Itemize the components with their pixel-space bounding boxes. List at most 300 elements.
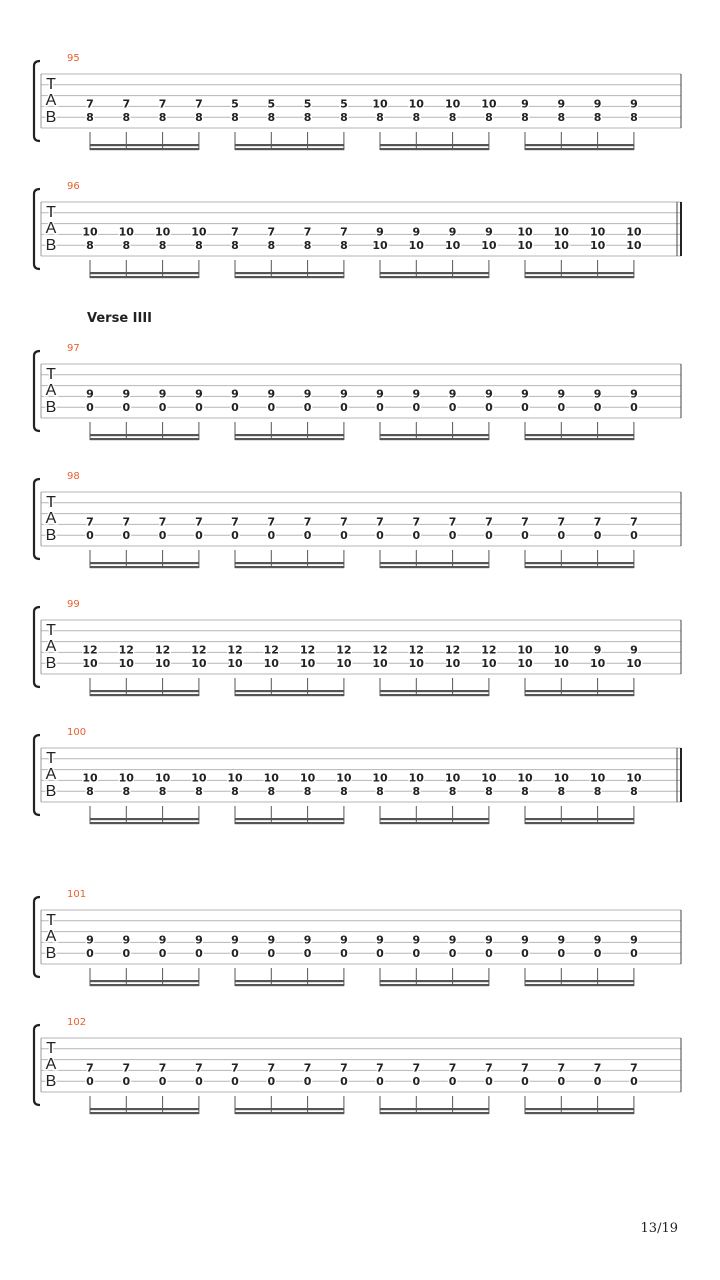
beam (525, 818, 634, 820)
tab-clef-letter: B (45, 655, 57, 672)
beam (90, 690, 199, 692)
tab-clef-letter: B (45, 527, 57, 544)
beam (90, 276, 199, 278)
fret-number: 10 (589, 657, 606, 671)
beam (525, 276, 634, 278)
fret-number: 10 (517, 225, 533, 239)
fret-number: 10 (444, 657, 461, 671)
fret-number: 10 (553, 643, 569, 657)
fret-number: 10 (263, 657, 279, 671)
tab-clef-letter: T (46, 366, 56, 383)
fret-number: 12 (299, 643, 316, 657)
fret-number: 7 (195, 97, 203, 111)
fret-number: 0 (195, 529, 203, 543)
fret-number: 5 (303, 97, 312, 111)
fret-number: 0 (448, 529, 457, 543)
fret-number: 9 (630, 97, 638, 111)
fret-number: 12 (336, 643, 352, 657)
beam (235, 1112, 344, 1114)
fret-number: 9 (195, 387, 203, 401)
beam (525, 984, 634, 986)
page-number: 13/19 (640, 1221, 678, 1236)
fret-number: 10 (626, 657, 642, 671)
fret-number: 9 (593, 933, 602, 947)
fret-number: 9 (303, 933, 312, 947)
fret-number: 8 (340, 785, 348, 799)
fret-number: 12 (191, 643, 207, 657)
tab-clef-letter: T (46, 1040, 56, 1057)
fret-number: 12 (227, 643, 243, 657)
beam (90, 694, 199, 696)
fret-number: 10 (444, 239, 461, 253)
fret-number: 0 (376, 1075, 384, 1089)
fret-number: 8 (521, 785, 529, 799)
fret-number: 10 (553, 657, 569, 671)
fret-number: 0 (231, 529, 239, 543)
beam (235, 272, 344, 274)
fret-number: 0 (376, 401, 384, 415)
tab-clef-letter: T (46, 204, 56, 221)
fret-number: 8 (195, 111, 203, 125)
fret-number: 0 (303, 1075, 312, 1089)
tab-clef-letter: A (45, 766, 57, 783)
beam (90, 438, 199, 440)
beam (525, 980, 634, 982)
fret-number: 10 (372, 657, 388, 671)
tab-clef-letter: T (46, 622, 56, 639)
fret-number: 8 (340, 111, 348, 125)
tab-clef-letter: B (45, 399, 57, 416)
fret-number: 8 (376, 785, 384, 799)
fret-number: 12 (118, 643, 134, 657)
fret-number: 10 (444, 771, 461, 785)
beam (235, 562, 344, 564)
fret-number: 12 (372, 643, 388, 657)
fret-number: 12 (154, 643, 171, 657)
system-bracket (34, 897, 40, 977)
beam (90, 566, 199, 568)
beam (235, 438, 344, 440)
fret-number: 7 (231, 1061, 239, 1075)
beam (525, 562, 634, 564)
fret-number: 7 (231, 515, 239, 529)
fret-number: 10 (517, 657, 533, 671)
fret-number: 7 (412, 515, 421, 529)
fret-number: 8 (303, 239, 312, 253)
fret-number: 10 (553, 771, 569, 785)
fret-number: 10 (517, 643, 533, 657)
fret-number: 8 (231, 239, 239, 253)
fret-number: 0 (630, 1075, 638, 1089)
fret-number: 10 (589, 239, 606, 253)
fret-number: 10 (481, 97, 497, 111)
fret-number: 0 (593, 529, 602, 543)
fret-number: 10 (118, 657, 134, 671)
fret-number: 8 (303, 785, 312, 799)
fret-number: 0 (231, 401, 239, 415)
fret-number: 8 (267, 111, 276, 125)
fret-number: 9 (521, 387, 529, 401)
beam (380, 144, 489, 146)
tab-clef-letter: B (45, 237, 57, 254)
fret-number: 0 (340, 401, 348, 415)
beam (380, 562, 489, 564)
tab-clef-letter: A (45, 1056, 57, 1073)
fret-number: 10 (227, 657, 243, 671)
fret-number: 7 (376, 1061, 384, 1075)
fret-number: 10 (118, 225, 134, 239)
beam (380, 694, 489, 696)
fret-number: 10 (336, 657, 352, 671)
beam (235, 276, 344, 278)
fret-number: 9 (448, 933, 457, 947)
tab-clef-letter: A (45, 638, 57, 655)
fret-number: 0 (86, 1075, 94, 1089)
fret-number: 0 (448, 947, 457, 961)
fret-number: 10 (154, 771, 171, 785)
beam (525, 148, 634, 150)
beam (90, 434, 199, 436)
fret-number: 0 (267, 947, 276, 961)
beam (380, 148, 489, 150)
fret-number: 9 (303, 387, 312, 401)
fret-number: 8 (86, 785, 94, 799)
fret-number: 9 (557, 387, 566, 401)
fret-number: 7 (195, 515, 203, 529)
fret-number: 0 (158, 529, 167, 543)
fret-number: 10 (481, 657, 497, 671)
fret-number: 8 (122, 239, 131, 253)
fret-number: 10 (408, 771, 424, 785)
fret-number: 9 (376, 225, 384, 239)
fret-number: 7 (158, 1061, 167, 1075)
fret-number: 7 (122, 1061, 131, 1075)
fret-number: 12 (481, 643, 497, 657)
fret-number: 10 (372, 771, 388, 785)
fret-number: 9 (448, 387, 457, 401)
fret-number: 10 (589, 771, 606, 785)
fret-number: 7 (195, 1061, 203, 1075)
fret-number: 0 (195, 947, 203, 961)
system-bracket (34, 351, 40, 431)
fret-number: 10 (299, 771, 316, 785)
measure-number: 98 (67, 471, 80, 482)
fret-number: 10 (263, 771, 279, 785)
fret-number: 0 (195, 1075, 203, 1089)
fret-number: 0 (122, 947, 131, 961)
fret-number: 10 (553, 239, 569, 253)
fret-number: 9 (593, 97, 602, 111)
fret-number: 10 (408, 97, 424, 111)
fret-number: 10 (626, 771, 642, 785)
beam (90, 148, 199, 150)
fret-number: 7 (448, 1061, 457, 1075)
fret-number: 7 (303, 1061, 312, 1075)
beam (380, 984, 489, 986)
system-bracket (34, 1025, 40, 1105)
fret-number: 10 (154, 657, 171, 671)
fret-number: 8 (267, 785, 276, 799)
fret-number: 8 (630, 785, 638, 799)
measure-number: 96 (67, 181, 80, 192)
fret-number: 10 (227, 771, 243, 785)
tab-clef-letter: T (46, 76, 56, 93)
beam (380, 822, 489, 824)
fret-number: 0 (231, 947, 239, 961)
fret-number: 9 (376, 387, 384, 401)
fret-number: 10 (481, 239, 497, 253)
fret-number: 7 (267, 225, 276, 239)
fret-number: 0 (485, 1075, 493, 1089)
beam (235, 690, 344, 692)
fret-number: 8 (231, 785, 239, 799)
fret-number: 8 (593, 111, 602, 125)
beam (235, 818, 344, 820)
fret-number: 0 (593, 401, 602, 415)
fret-number: 10 (626, 225, 642, 239)
fret-number: 8 (557, 111, 566, 125)
beam (90, 562, 199, 564)
beam (525, 822, 634, 824)
fret-number: 8 (86, 239, 94, 253)
fret-number: 10 (82, 225, 98, 239)
fret-number: 0 (122, 401, 131, 415)
beam (235, 1108, 344, 1110)
fret-number: 9 (630, 643, 638, 657)
beam (525, 438, 634, 440)
fret-number: 9 (158, 387, 167, 401)
fret-number: 8 (521, 111, 529, 125)
fret-number: 9 (231, 933, 239, 947)
fret-number: 8 (195, 785, 203, 799)
fret-number: 0 (303, 947, 312, 961)
fret-number: 10 (626, 239, 642, 253)
beam (235, 566, 344, 568)
beam (380, 276, 489, 278)
beam (525, 434, 634, 436)
fret-number: 10 (481, 771, 497, 785)
fret-number: 8 (231, 111, 239, 125)
beam (525, 694, 634, 696)
fret-number: 8 (593, 785, 602, 799)
fret-number: 5 (340, 97, 348, 111)
beam (90, 822, 199, 824)
fret-number: 0 (557, 947, 566, 961)
tab-clef-letter: A (45, 510, 57, 527)
fret-number: 0 (630, 947, 638, 961)
fret-number: 0 (412, 529, 421, 543)
fret-number: 8 (158, 239, 167, 253)
fret-number: 9 (557, 933, 566, 947)
fret-number: 7 (158, 515, 167, 529)
fret-number: 7 (630, 515, 638, 529)
tab-clef-letter: T (46, 750, 56, 767)
fret-number: 0 (376, 529, 384, 543)
fret-number: 9 (521, 97, 529, 111)
measure-number: 100 (67, 727, 87, 738)
fret-number: 0 (303, 401, 312, 415)
fret-number: 7 (485, 1061, 493, 1075)
fret-number: 8 (158, 111, 167, 125)
fret-number: 12 (263, 643, 279, 657)
beam (380, 1108, 489, 1110)
fret-number: 0 (521, 947, 529, 961)
fret-number: 10 (82, 771, 98, 785)
fret-number: 0 (267, 401, 276, 415)
fret-number: 9 (557, 97, 566, 111)
fret-number: 0 (593, 947, 602, 961)
measure-number: 101 (67, 889, 87, 900)
beam (235, 434, 344, 436)
system-bracket (34, 607, 40, 687)
fret-number: 0 (448, 1075, 457, 1089)
fret-number: 10 (553, 225, 569, 239)
tab-clef-letter: A (45, 928, 57, 945)
fret-number: 7 (158, 97, 167, 111)
fret-number: 9 (122, 933, 131, 947)
fret-number: 10 (191, 657, 207, 671)
fret-number: 8 (485, 785, 493, 799)
tab-clef-letter: T (46, 494, 56, 511)
fret-number: 0 (158, 947, 167, 961)
fret-number: 0 (412, 1075, 421, 1089)
beam (90, 1108, 199, 1110)
beam (380, 438, 489, 440)
beam (380, 980, 489, 982)
fret-number: 7 (557, 515, 566, 529)
fret-number: 8 (448, 785, 457, 799)
fret-number: 8 (122, 111, 131, 125)
fret-number: 7 (231, 225, 239, 239)
fret-number: 12 (82, 643, 98, 657)
beam (380, 1112, 489, 1114)
measure-number: 95 (67, 53, 80, 64)
fret-number: 7 (593, 515, 602, 529)
beam (90, 272, 199, 274)
tab-clef-letter: A (45, 92, 57, 109)
fret-number: 7 (86, 97, 94, 111)
fret-number: 10 (372, 97, 388, 111)
fret-number: 8 (158, 785, 167, 799)
fret-number: 0 (158, 401, 167, 415)
fret-number: 9 (485, 933, 493, 947)
fret-number: 9 (231, 387, 239, 401)
fret-number: 8 (376, 111, 384, 125)
tab-clef-letter: B (45, 783, 57, 800)
fret-number: 10 (408, 657, 424, 671)
fret-number: 0 (195, 401, 203, 415)
beam (235, 822, 344, 824)
fret-number: 0 (485, 947, 493, 961)
fret-number: 0 (593, 1075, 602, 1089)
fret-number: 7 (630, 1061, 638, 1075)
fret-number: 8 (340, 239, 348, 253)
fret-number: 10 (191, 225, 207, 239)
fret-number: 9 (122, 387, 131, 401)
fret-number: 0 (376, 947, 384, 961)
fret-number: 7 (86, 515, 94, 529)
beam (380, 818, 489, 820)
fret-number: 7 (122, 515, 131, 529)
fret-number: 9 (267, 933, 276, 947)
fret-number: 0 (557, 1075, 566, 1089)
fret-number: 10 (589, 225, 606, 239)
fret-number: 9 (630, 933, 638, 947)
beam (90, 1112, 199, 1114)
fret-number: 0 (521, 1075, 529, 1089)
beam (235, 980, 344, 982)
fret-number: 9 (86, 387, 94, 401)
fret-number: 7 (267, 515, 276, 529)
beam (235, 694, 344, 696)
tab-clef-letter: B (45, 1073, 57, 1090)
fret-number: 9 (448, 225, 457, 239)
tab-clef-letter: B (45, 109, 57, 126)
section-label: Verse IIII (87, 311, 153, 326)
fret-number: 0 (303, 529, 312, 543)
fret-number: 8 (630, 111, 638, 125)
beam (90, 818, 199, 820)
measure-number: 102 (67, 1017, 87, 1028)
tab-clef-letter: A (45, 382, 57, 399)
fret-number: 0 (86, 401, 94, 415)
fret-number: 10 (372, 239, 388, 253)
tab-clef-letter: T (46, 912, 56, 929)
fret-number: 8 (485, 111, 493, 125)
fret-number: 9 (86, 933, 94, 947)
fret-number: 10 (517, 771, 533, 785)
fret-number: 9 (521, 933, 529, 947)
fret-number: 12 (408, 643, 424, 657)
fret-number: 7 (521, 515, 529, 529)
beam (380, 566, 489, 568)
fret-number: 10 (299, 657, 316, 671)
fret-number: 9 (340, 387, 348, 401)
beam (380, 272, 489, 274)
fret-number: 9 (485, 387, 493, 401)
beam (525, 272, 634, 274)
fret-number: 8 (412, 111, 421, 125)
fret-number: 8 (122, 785, 131, 799)
fret-number: 0 (557, 401, 566, 415)
beam (525, 144, 634, 146)
fret-number: 0 (267, 1075, 276, 1089)
fret-number: 0 (340, 947, 348, 961)
fret-number: 0 (485, 529, 493, 543)
beam (380, 434, 489, 436)
fret-number: 0 (158, 1075, 167, 1089)
fret-number: 10 (408, 239, 424, 253)
fret-number: 9 (593, 387, 602, 401)
fret-number: 9 (412, 387, 421, 401)
beam (525, 566, 634, 568)
fret-number: 0 (122, 1075, 131, 1089)
beam (235, 144, 344, 146)
fret-number: 7 (376, 515, 384, 529)
beam (235, 984, 344, 986)
fret-number: 7 (557, 1061, 566, 1075)
fret-number: 0 (340, 529, 348, 543)
beam (90, 984, 199, 986)
beam (90, 980, 199, 982)
system-bracket (34, 189, 40, 269)
fret-number: 7 (340, 1061, 348, 1075)
fret-number: 0 (630, 401, 638, 415)
fret-number: 0 (267, 529, 276, 543)
system-bracket (34, 61, 40, 141)
fret-number: 9 (158, 933, 167, 947)
fret-number: 0 (448, 401, 457, 415)
